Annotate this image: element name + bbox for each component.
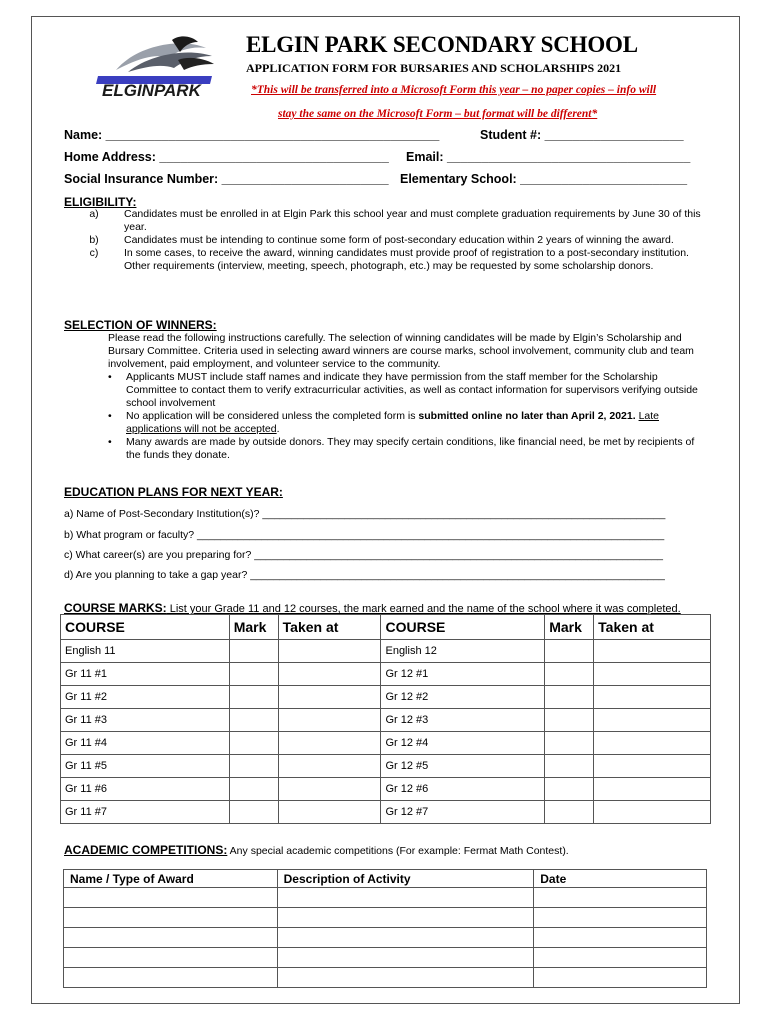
taken-at-cell[interactable] [594, 709, 711, 732]
column-header: Description of Activity [277, 870, 534, 888]
item-text: Candidates must be enrolled in at Elgin Park this school year and must complete graduation requirements by June 30 of this year. [124, 208, 701, 233]
table-row [64, 968, 707, 988]
taken-at-cell[interactable] [278, 801, 381, 824]
student-number-field[interactable]: Student #: ____________________ [480, 128, 684, 142]
taken-at-cell[interactable] [594, 801, 711, 824]
sin-field[interactable]: Social Insurance Number: ________________________ [64, 172, 389, 186]
column-header: Mark [229, 615, 278, 640]
course-marks-instruction: List your Grade 11 and 12 courses, the mark earned and the name of the school where it was completed. [166, 603, 681, 615]
course-cell: English 11 [61, 640, 230, 663]
mark-cell[interactable] [545, 663, 594, 686]
item-text: In some cases, to receive the award, winning candidates must provide proof of registration to a post-secondary institution. Other requirements (interview, meeting, speech, photograph, etc.) may be requested by some scholarship donors. [124, 247, 689, 272]
education-question-b[interactable]: b) What program or faculty? ________________________________________________________________________________ [64, 529, 665, 541]
taken-at-cell[interactable] [278, 686, 381, 709]
school-logo [88, 34, 218, 100]
mark-cell[interactable] [229, 801, 278, 824]
description-cell[interactable] [277, 928, 534, 948]
course-cell: Gr 12 #3 [381, 709, 545, 732]
taken-at-cell[interactable] [594, 732, 711, 755]
course-cell: Gr 12 #4 [381, 732, 545, 755]
table-row [64, 948, 707, 968]
date-cell[interactable] [534, 908, 707, 928]
selection-intro: Please read the following instructions carefully. The selection of winning candidates will be made by Elgin’s Scholarship and Bursary Committee. Criteria used in selecting award winners are course marks, school involvement, community club and team involvement, paid employment, and volunteer service to the community. [108, 332, 694, 370]
mark-cell[interactable] [545, 755, 594, 778]
description-cell[interactable] [277, 968, 534, 988]
item-text: Candidates must be intending to continue some form of post-secondary education within 2 years of winning the award. [124, 234, 674, 246]
mark-cell[interactable] [229, 732, 278, 755]
description-cell[interactable] [277, 888, 534, 908]
mark-cell[interactable] [229, 778, 278, 801]
mark-cell[interactable] [229, 709, 278, 732]
education-question-c[interactable]: c) What career(s) are you preparing for? ______________________________________________________________________ [64, 549, 664, 561]
course-cell: English 12 [381, 640, 545, 663]
eligibility-heading: ELIGIBILITY: [64, 195, 137, 209]
course-cell: Gr 11 #2 [61, 686, 230, 709]
eligibility-item [64, 247, 714, 273]
eligibility-item [64, 208, 714, 234]
mark-cell[interactable] [545, 686, 594, 709]
selection-body [108, 332, 710, 462]
item-letter: c) [89, 247, 99, 259]
course-cell: Gr 11 #4 [61, 732, 230, 755]
course-marks-title [64, 601, 681, 615]
bullet-text: Many awards are made by outside donors. They may specify certain conditions, like financial need, be met by recipients of the funds they donate. [126, 436, 695, 461]
award-name-cell[interactable] [64, 888, 278, 908]
academic-table [63, 869, 707, 988]
eligibility-list [64, 208, 714, 273]
course-marks-heading: COURSE MARKS: [64, 601, 167, 615]
taken-at-cell[interactable] [594, 686, 711, 709]
course-cell: Gr 11 #3 [61, 709, 230, 732]
course-marks-table [60, 614, 711, 824]
date-cell[interactable] [534, 888, 707, 908]
course-cell: Gr 12 #6 [381, 778, 545, 801]
academic-instruction: Any special academic competitions (For example: Fermat Math Contest). [227, 845, 569, 857]
table-row [61, 686, 711, 709]
table-row [61, 755, 711, 778]
taken-at-cell[interactable] [594, 778, 711, 801]
academic-heading: ACADEMIC COMPETITIONS: [64, 843, 228, 857]
home-address-field[interactable]: Home Address: _________________________________ [64, 150, 389, 164]
mark-cell[interactable] [229, 755, 278, 778]
selection-bullet: • Applicants MUST include staff names and indicate they have permission from the staff member for the Scholarship Committee to contact them to verify extracurricular activities, as well as contact information for supervisors verifying outside school involvement [108, 371, 710, 410]
table-row [61, 640, 711, 663]
column-header: Mark [545, 615, 594, 640]
date-cell[interactable] [534, 968, 707, 988]
table-row [61, 732, 711, 755]
selection-heading: SELECTION OF WINNERS: [64, 318, 217, 332]
name-field[interactable]: Name: ________________________________________________ [64, 128, 440, 142]
item-letter: b) [89, 234, 99, 246]
selection-bullet: • Many awards are made by outside donors. They may specify certain conditions, like financial need, be met by recipients of the funds they donate. [108, 436, 710, 462]
course-cell: Gr 12 #5 [381, 755, 545, 778]
award-name-cell[interactable] [64, 948, 278, 968]
course-cell: Gr 12 #2 [381, 686, 545, 709]
bullet-text: No application will be considered unless the completed form is submitted online no later than April 2, 2021. Late applications will not be accepted. [126, 410, 659, 435]
date-cell[interactable] [534, 948, 707, 968]
table-row [64, 908, 707, 928]
column-header: Name / Type of Award [64, 870, 278, 888]
taken-at-cell[interactable] [278, 778, 381, 801]
taken-at-cell[interactable] [278, 755, 381, 778]
column-header: COURSE [381, 615, 545, 640]
mark-cell[interactable] [229, 686, 278, 709]
column-header: Taken at [594, 615, 711, 640]
academic-title [64, 843, 569, 857]
award-name-cell[interactable] [64, 968, 278, 988]
mark-cell[interactable] [545, 801, 594, 824]
description-cell[interactable] [277, 948, 534, 968]
course-cell: Gr 11 #7 [61, 801, 230, 824]
date-cell[interactable] [534, 928, 707, 948]
award-name-cell[interactable] [64, 908, 278, 928]
mark-cell[interactable] [545, 640, 594, 663]
taken-at-cell[interactable] [278, 709, 381, 732]
description-cell[interactable] [277, 908, 534, 928]
school-name: ELGIN PARK SECONDARY SCHOOL [246, 32, 638, 57]
table-row [64, 888, 707, 908]
column-header: Taken at [278, 615, 381, 640]
svg-text:ELGINPARK: ELGINPARK [102, 81, 201, 100]
taken-at-cell[interactable] [278, 663, 381, 686]
education-question-a[interactable]: a) Name of Post-Secondary Institution(s)? _____________________________________________________________________ [64, 508, 666, 520]
table-row [61, 801, 711, 824]
award-name-cell[interactable] [64, 928, 278, 948]
notice-line-2: stay the same on the Microsoft Form – but format will be different* [278, 108, 598, 120]
taken-at-cell[interactable] [278, 732, 381, 755]
bullet-text: Applicants MUST include staff names and indicate they have permission from the staff member for the Scholarship Committee to contact them to verify extracurricular activities, as well as contact information for supervisors verifying outside school involvement [126, 371, 698, 409]
selection-bullet: • No application will be considered unless the completed form is submitted online no later than April 2, 2021. Late applications will not be accepted. [108, 410, 710, 436]
education-heading: EDUCATION PLANS FOR NEXT YEAR: [64, 485, 283, 499]
mark-cell[interactable] [545, 732, 594, 755]
table-row [64, 928, 707, 948]
course-cell: Gr 12 #7 [381, 801, 545, 824]
taken-at-cell[interactable] [594, 755, 711, 778]
notice-line-1: *This will be transferred into a Microsoft Form this year – no paper copies – info will [251, 84, 657, 96]
course-cell: Gr 12 #1 [381, 663, 545, 686]
email-field[interactable]: Email: ___________________________________ [406, 150, 691, 164]
column-header: COURSE [61, 615, 230, 640]
course-cell: Gr 11 #6 [61, 778, 230, 801]
taken-at-cell[interactable] [594, 663, 711, 686]
mark-cell[interactable] [545, 709, 594, 732]
form-title: APPLICATION FORM FOR BURSARIES AND SCHOLARSHIPS 2021 [246, 61, 622, 75]
taken-at-cell[interactable] [278, 640, 381, 663]
column-header: Date [534, 870, 707, 888]
mark-cell[interactable] [229, 663, 278, 686]
elementary-school-field[interactable]: Elementary School: ________________________ [400, 172, 688, 186]
item-letter: a) [89, 208, 99, 220]
table-row [61, 778, 711, 801]
eligibility-item [64, 234, 714, 247]
mark-cell[interactable] [545, 778, 594, 801]
mark-cell[interactable] [229, 640, 278, 663]
course-cell: Gr 11 #1 [61, 663, 230, 686]
course-cell: Gr 11 #5 [61, 755, 230, 778]
taken-at-cell[interactable] [594, 640, 711, 663]
table-row [61, 709, 711, 732]
education-question-d[interactable]: d) Are you planning to take a gap year? _______________________________________________________________________ [64, 569, 665, 581]
table-row [61, 663, 711, 686]
